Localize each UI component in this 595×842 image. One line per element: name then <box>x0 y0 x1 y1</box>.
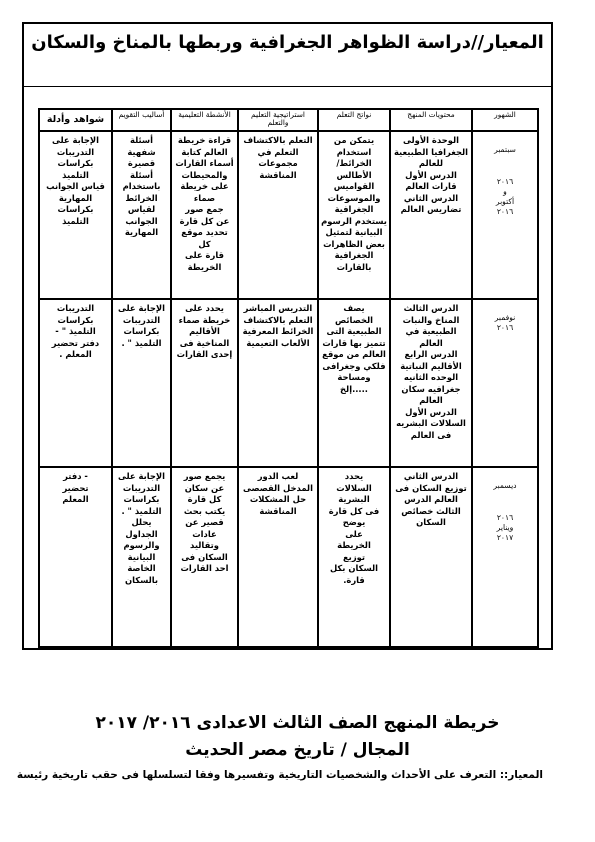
month-label: ديسمبر <box>493 481 517 490</box>
header-evidence: شواهد وأدلة <box>39 109 112 131</box>
month-dates: ٢٠١٦ ويناير ٢٠١٧ <box>496 513 514 542</box>
cell-strategies: التدريس المباشر التعلم بالاكتشاف الخرائط المعرفية الألعاب التعيمية <box>238 299 318 467</box>
cell-activities: قراءة خريطة العالم كتابة أسماء القارات والمحيطات على خريطة صماء جمع صور عن كل قارة تحديد موقع كل قارة على الخريطة <box>171 131 238 299</box>
cell-evidence: - دفتر تحضير المعلم <box>39 467 112 647</box>
cell-assessment: الإجابة على التدريبات بكراسات التلميذ " . <box>112 299 171 467</box>
cell-months <box>472 467 538 647</box>
month-label: سبتمبر <box>494 145 516 154</box>
header-assessment: أساليب التقويم <box>112 109 171 131</box>
cell-activities: يحدد على خريطة صماء الأقاليم المناخية فى إحدى القارات <box>171 299 238 467</box>
curriculum-table <box>38 108 539 648</box>
standard-statement: المعيار:: التعرف على الأحداث والشخصيات التاريخية وتفسيرها وفقا لتسلسلها فى حقب تاريخية رئيسة <box>16 769 543 781</box>
header-content: محتويات المنهج <box>390 109 472 131</box>
cell-months <box>472 131 538 299</box>
month-dates: ٢٠١٦ و أكتوبر ٢٠١٦ <box>495 177 515 216</box>
month-label: نوفمبر <box>494 313 516 322</box>
cell-months <box>472 299 538 467</box>
page-title: المعيار//دراسة الظواهر الجغرافية وربطها بالمناخ والسكان <box>31 32 544 53</box>
table-row <box>39 131 538 299</box>
header-strategies: استراتيجية التعليم والتعلم <box>238 109 318 131</box>
cell-content: الوحدة الأولى الجغرافيا الطبيعية للعالم الدرس الأول قارات العالم الدرس الثاني تضاريس العالم <box>390 131 472 299</box>
table-row <box>39 299 538 467</box>
standard-frame <box>22 22 553 650</box>
curriculum-map-heading: خريطة المنهج الصف الثالث الاعدادى ٢٠١٦/ ٢٠١٧ <box>95 713 500 733</box>
cell-content: الدرس الثاني توزيع السكان فى العالم الدرس الثالث خصائص السكان <box>390 467 472 647</box>
domain-heading: المجال / تاريخ مصر الحديث <box>185 740 410 760</box>
header-row <box>39 109 538 131</box>
cell-activities: يجمع صور عن سكان كل قارة يكتب بحث قصير عن عادات وتقاليد السكان فى احد القارات <box>171 467 238 647</box>
cell-strategies: التعلم بالاكتشاف التعلم في مجموعات المناقشة <box>238 131 318 299</box>
header-outcomes: نواتج التعلم <box>318 109 390 131</box>
cell-evidence: الإجابة على التدريبات بكراسات التلميذ قياس الجوانب المهارية بكراسات التلميذ <box>39 131 112 299</box>
cell-evidence: التدريبات بكراسات التلميذ " - دفتر تحضير المعلم . <box>39 299 112 467</box>
cell-outcomes: يتمكن من استخدام الخرائط/الأطالس القواميس والموسوعات الجغرافية يستخدم الرسوم البيانية لتمثيل بعض الظاهرات الجغرافية بالقارات <box>318 131 390 299</box>
cell-outcomes: يصف الخصائص الطبيعية التى تتميز بها قارات العالم من موقع فلكي وجغرافى ومساحة .....إلخ <box>318 299 390 467</box>
table-row <box>39 467 538 647</box>
header-activities: الأنشطة التعليمية <box>171 109 238 131</box>
month-dates: ٢٠١٦ <box>496 323 514 332</box>
cell-assessment: أسئلة شفهية قصيرة أسئلة باستخدام الخرائط لقياس الجوانب المهارية <box>112 131 171 299</box>
cell-outcomes: يحدد السلالات البشرية فى كل قارة يوضح على الخريطة توزيع السكان بكل قارة. <box>318 467 390 647</box>
cell-assessment: الإجابة على التدريبات بكراسات التلميذ " . يحلل الجداول والرسوم البيانية الخاصة بالسكان <box>112 467 171 647</box>
cell-strategies: لعب الدور المدخل القصصى حل المشكلات المناقشة <box>238 467 318 647</box>
cell-content: الدرس الثالث المناخ والنبات الطبيعية في العالم الدرس الرابع الأقاليم النباتية الوحده الثانيه جغرافيه سكان العالم الدرس الأول السلالات البشريه فى العالم <box>390 299 472 467</box>
header-months: الشهور <box>472 109 538 131</box>
title-divider <box>24 86 551 87</box>
